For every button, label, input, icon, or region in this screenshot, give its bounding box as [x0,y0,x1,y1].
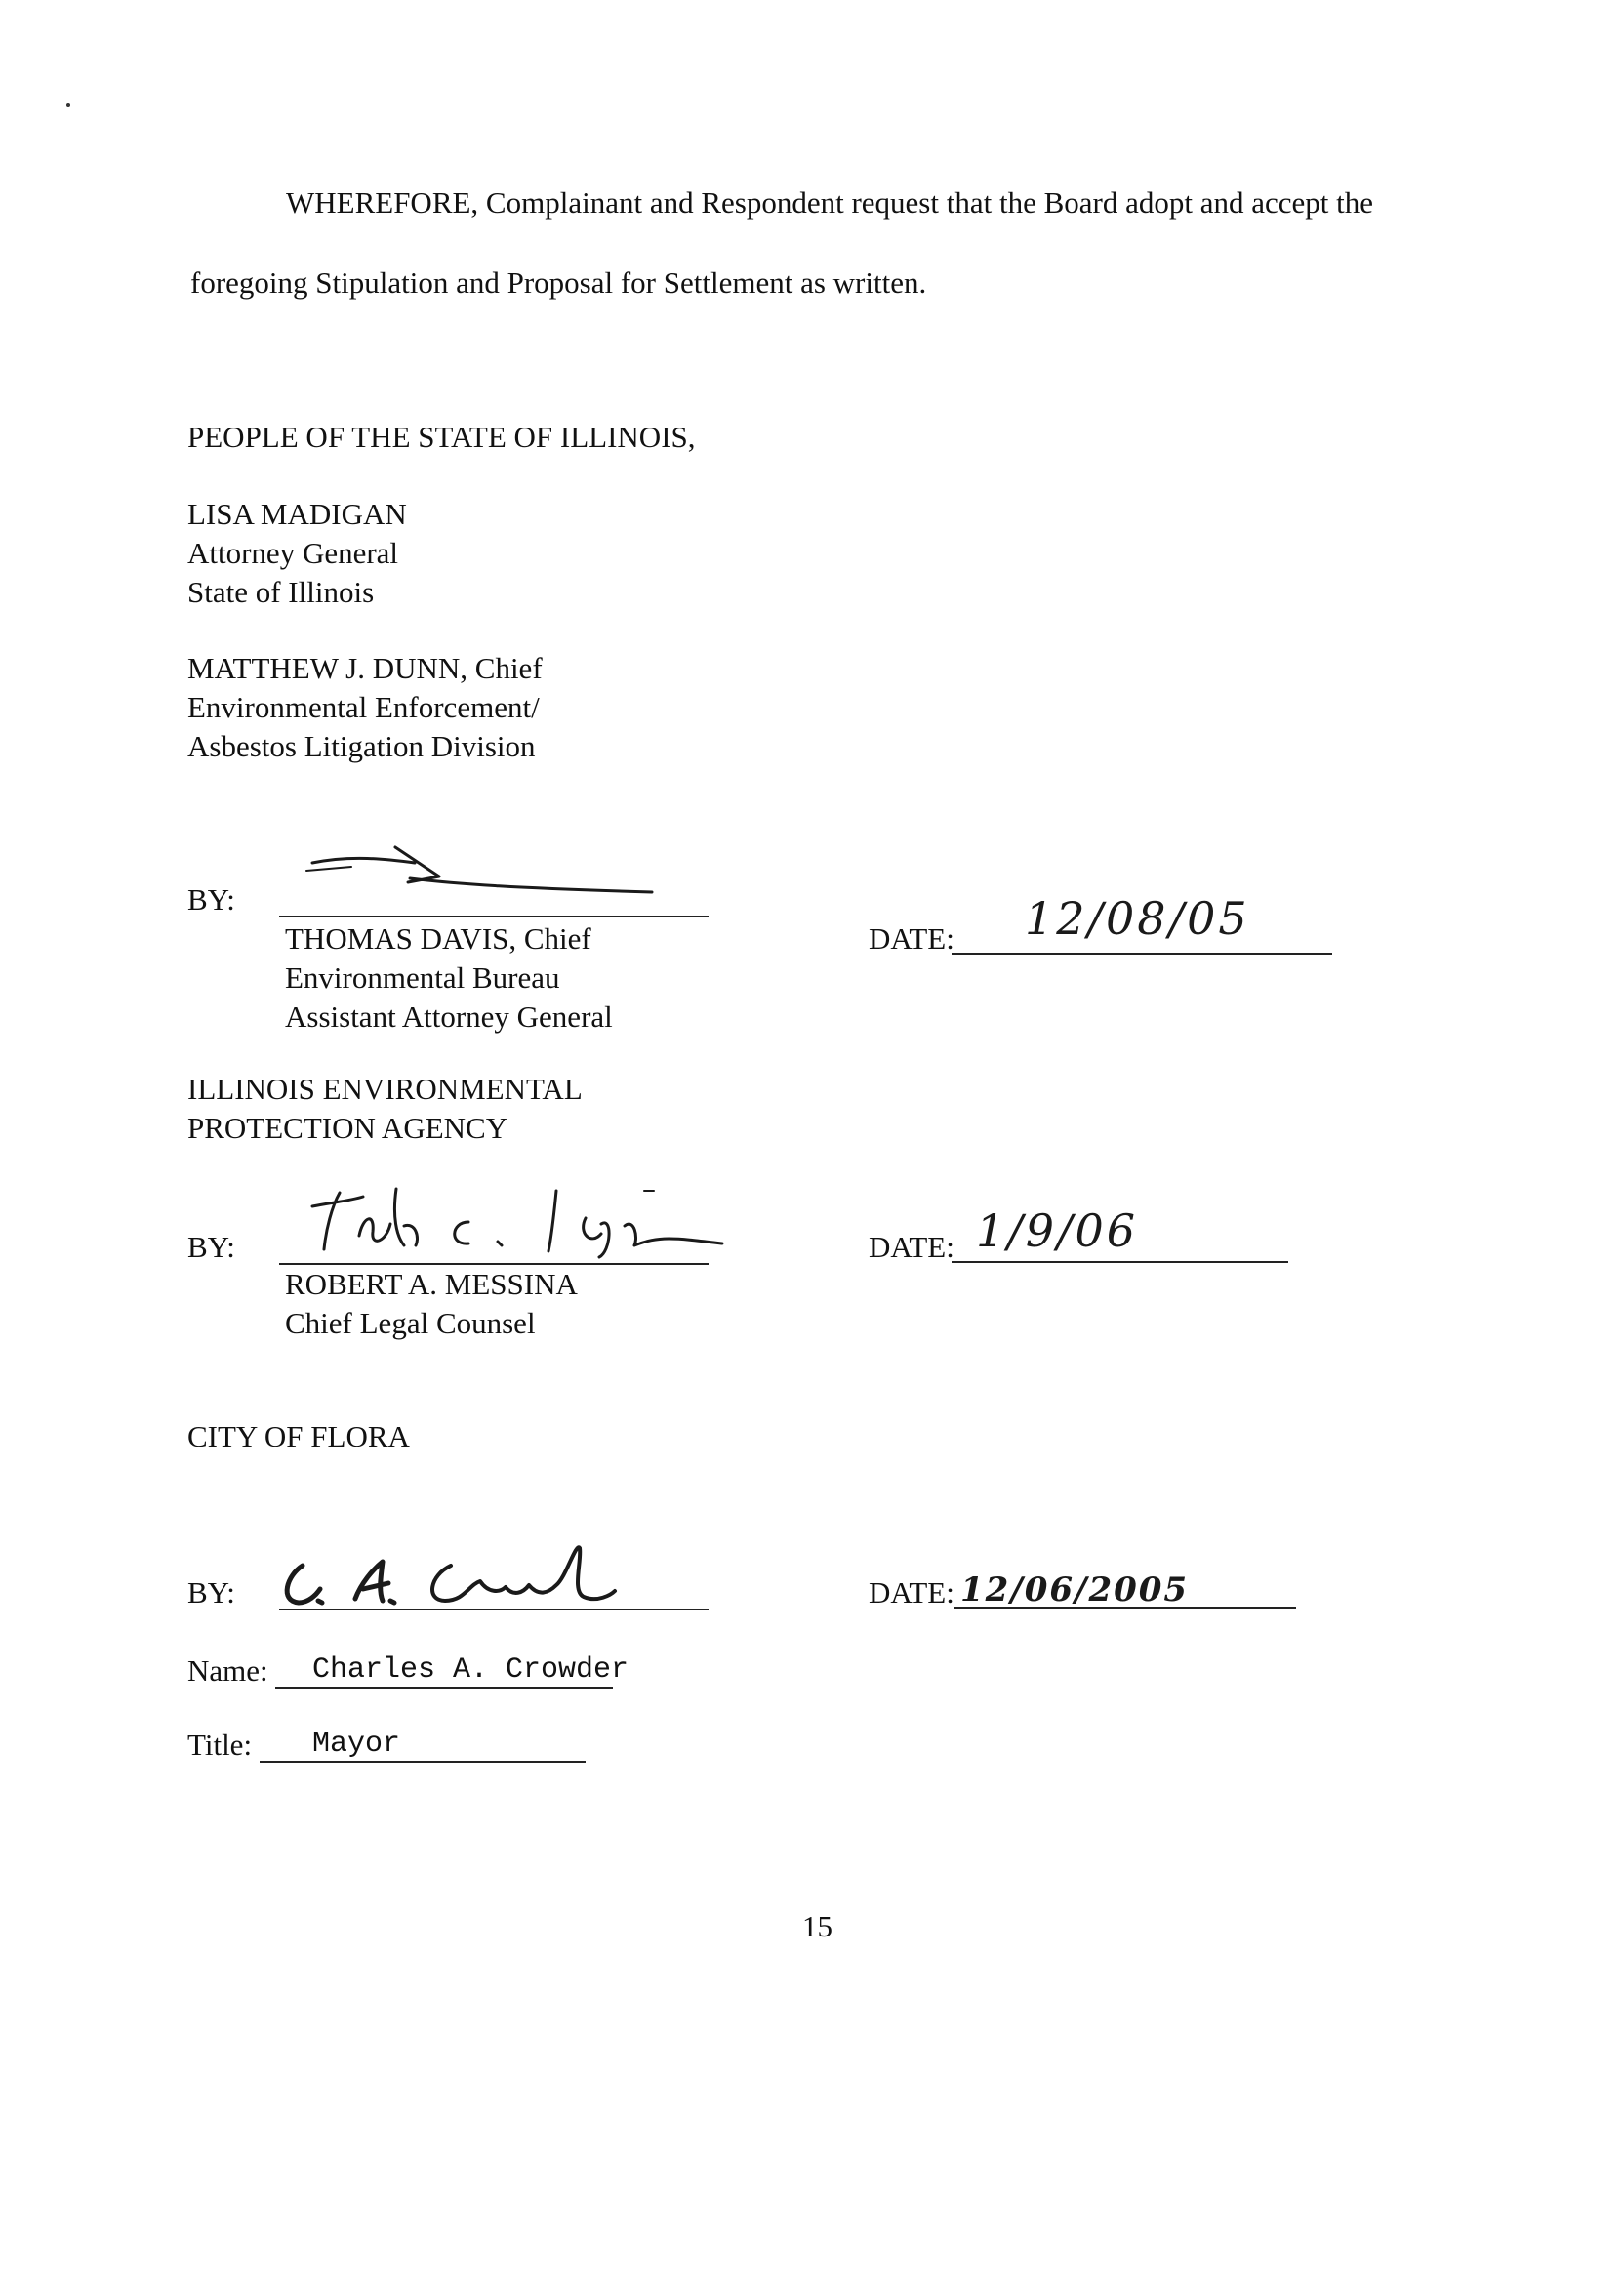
signer-name: ROBERT A. MESSINA [285,1267,578,1301]
signature-charles-crowder [273,1532,703,1610]
signature-line [279,916,709,917]
chief-division-1: Environmental Enforcement/ [187,690,540,724]
by-label: BY: [187,882,235,917]
by-label: BY: [187,1230,235,1264]
date-handwritten: 12/06/2005 [960,1570,1190,1610]
signer-title-2: Assistant Attorney General [285,999,613,1034]
signature-line [279,1609,709,1610]
org-name-1: CITY OF FLORA [187,1419,410,1453]
ag-state: State of Illinois [187,575,375,609]
name-value: Charles A. Crowder [312,1653,629,1687]
title-label: Title: [187,1728,253,1762]
org-name-1: ILLINOIS ENVIRONMENTAL [187,1072,583,1106]
chief-division-2: Asbestos Litigation Division [187,729,536,763]
date-line [952,1261,1288,1263]
closing-line-1: WHEREFORE, Complainant and Respondent request that the Board adopt and accept the [286,185,1374,220]
signature-line [279,1263,709,1265]
date-label: DATE: [869,921,954,956]
complainant-heading: PEOPLE OF THE STATE OF ILLINOIS, [187,420,696,454]
date-handwritten: 1/9/06 [976,1204,1139,1257]
title-value: Mayor [312,1728,401,1761]
name-line [275,1687,613,1689]
signer-title-1: Environmental Bureau [285,960,560,995]
date-handwritten: 12/08/05 [1025,892,1250,945]
title-line [260,1761,586,1763]
date-label: DATE: [869,1575,954,1610]
closing-line-2: foregoing Stipulation and Proposal for Settlement as written. [190,265,927,300]
ag-name: LISA MADIGAN [187,497,407,531]
signer-title-1: Chief Legal Counsel [285,1306,536,1340]
date-line [952,953,1332,955]
name-label: Name: [187,1653,268,1688]
signature-thomas-davis [293,841,664,900]
ag-title: Attorney General [187,536,399,570]
org-name-2: PROTECTION AGENCY [187,1111,508,1145]
chief-name: MATTHEW J. DUNN, Chief [187,651,543,685]
by-label: BY: [187,1575,235,1610]
signer-name: THOMAS DAVIS, Chief [285,921,591,956]
date-label: DATE: [869,1230,954,1264]
signature-robert-messina [303,1167,732,1265]
scan-speck [66,103,70,107]
page-number: 15 [802,1909,832,1943]
